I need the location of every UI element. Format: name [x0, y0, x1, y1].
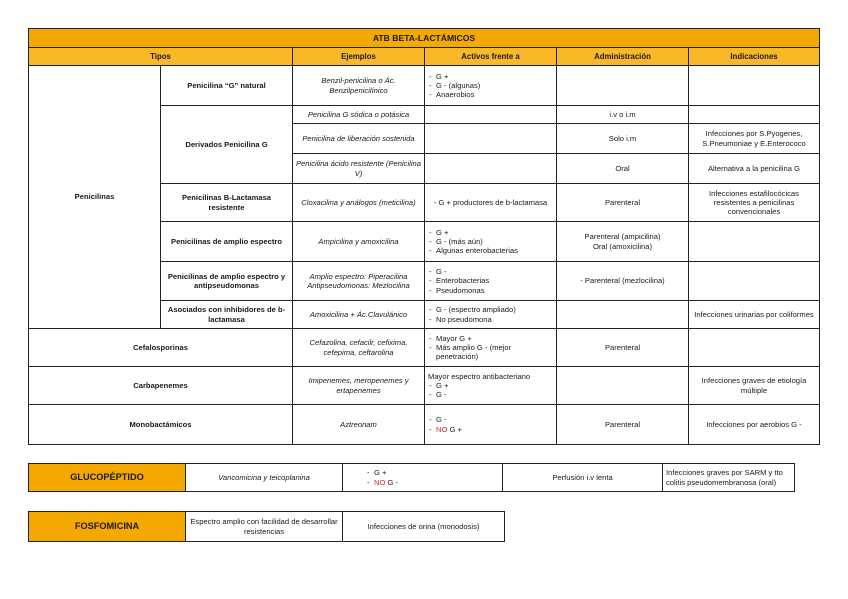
indic-cell: Infecciones graves de etiología múltiple [689, 367, 820, 405]
ejemplos-cell: Amoxicilina + Ác.Clavulánico [293, 301, 425, 329]
activos-cell [425, 262, 557, 301]
indic-cell: Infecciones por aerobios G - [689, 405, 820, 445]
ejemplos-cell: Penicilina de liberación sostenida [293, 124, 425, 154]
indic-cell [689, 329, 820, 367]
betalactam-table [28, 28, 820, 445]
indic-cell: Infecciones urinarias por coliformes [689, 301, 820, 329]
indic-cell: Infecciones graves por SARM y tto colitis pseudomembranosa (oral) [663, 464, 795, 492]
glucopeptido-table [28, 463, 795, 492]
header-row [29, 48, 820, 66]
activos-item: - Anaerobios [428, 90, 553, 99]
ejemplos-cell: Aztreonam [293, 405, 425, 445]
table-row [29, 512, 505, 542]
fosfomicina-label: FOSFOMICINA [29, 512, 186, 542]
activos-item: - Pseudomonas [428, 286, 553, 295]
group-carbapenemes: Carbapenemes [29, 367, 293, 405]
ejemplos-cell: Ampicilina y amoxicilina [293, 222, 425, 262]
admin-cell: Parenteral [557, 405, 689, 445]
activos-item: - G + [428, 381, 553, 390]
group-cefalosporinas: Cefalosporinas [29, 329, 293, 367]
header-indicaciones: Indicaciones [689, 48, 820, 66]
header-tipos: Tipos [29, 48, 293, 66]
admin-cell: Solo i.m [557, 124, 689, 154]
activos-item: - G - [428, 267, 553, 276]
activos-item: - G - [428, 415, 553, 424]
table-row [29, 464, 795, 492]
header-ejemplos: Ejemplos [293, 48, 425, 66]
no-label: NO [374, 477, 386, 487]
indic-cell: Infecciones estafilocócicas resistentes a penicilinas convencionales [689, 184, 820, 222]
activos-item: - G - (más aún) [428, 237, 553, 246]
table-title: ATB BETA-LACTÁMICOS [29, 29, 820, 48]
table-row [29, 367, 820, 405]
subtype-cell: Penicilinas B-Lactamasa resistente [161, 184, 293, 222]
activos-item: - G - (algunas) [428, 81, 553, 90]
indic-cell [689, 66, 820, 106]
activos-item: - No pseudomona [428, 315, 553, 324]
activos-cell [425, 329, 557, 367]
activos-cell: - G + productores de b-lactamasa [425, 184, 557, 222]
activos-item [366, 478, 499, 487]
activos-item: - G + [428, 228, 553, 237]
admin-cell: Perfusión i.v lenta [503, 464, 663, 492]
activos-cell [425, 222, 557, 262]
activos-cell [425, 66, 557, 106]
admin-cell: Parenteral [557, 184, 689, 222]
subtype-cell: Asociados con inhibidores de b-lactamasa [161, 301, 293, 329]
ejemplos-cell: Penicilina G sódica o potásica [293, 106, 425, 124]
ejemplos-cell: Cloxacilina y análogos (meticilina) [293, 184, 425, 222]
activos-cell [425, 301, 557, 329]
ejemplos-cell: Vancomicina y teicoplanina [186, 464, 343, 492]
indic-cell: Alternativa a la penicilina G [689, 154, 820, 184]
no-label: NO [436, 424, 448, 434]
activos-cell [425, 154, 557, 184]
admin-cell [557, 367, 689, 405]
subtype-cell: Penicilinas de amplio espectro [161, 222, 293, 262]
activos-item: - Enterobacterias [428, 276, 553, 285]
activos-item: - G - [428, 390, 553, 399]
subtype-cell: Penicilina “G” natural [161, 66, 293, 106]
subtype-cell: Penicilinas de amplio espectro y antipseudomonas [161, 262, 293, 301]
activos-cell [425, 367, 557, 405]
activos-cell [425, 106, 557, 124]
desc-cell: Espectro amplio con facilidad de desarrollar resistencias [186, 512, 343, 542]
activos-text: G + [447, 424, 462, 434]
activos-cell [425, 405, 557, 445]
activos-item [428, 425, 553, 434]
activos-text: G - [385, 477, 399, 487]
indic-cell [689, 222, 820, 262]
table-row [29, 405, 820, 445]
indic-cell [689, 106, 820, 124]
activos-item: - G + [428, 72, 553, 81]
header-activos: Activos frente a [425, 48, 557, 66]
activos-item: - G - (espectro ampliado) [428, 305, 553, 314]
fosfomicina-table [28, 511, 505, 542]
activos-cell [343, 464, 503, 492]
activos-item: - G + [366, 468, 499, 477]
group-penicilinas: Penicilinas [29, 66, 161, 329]
admin-cell: Oral [557, 154, 689, 184]
group-monobactamicos: Monobactámicos [29, 405, 293, 445]
ejemplos-cell: Cefazolina, cefacilr, cefixima, cefepima, ceftarolina [293, 329, 425, 367]
admin-cell: - Parenteral (mezlocilina) [557, 262, 689, 301]
admin-cell [557, 66, 689, 106]
indic-cell: Infecciones de orina (monodosis) [343, 512, 505, 542]
ejemplos-cell: Amplio espectro: Piperacilina Antipseudomonas: Mezlocilina [293, 262, 425, 301]
activos-cell [425, 124, 557, 154]
activos-item: - Mayor G + [428, 334, 553, 343]
ejemplos-cell: Imipenemes, meropenemes y ertapenemes [293, 367, 425, 405]
ejemplos-cell: Benzil-penicilina o Ác. Benzilpenicilínico [293, 66, 425, 106]
activos-item: - Algunas enterobacterias [428, 246, 553, 255]
admin-cell: Parenteral [557, 329, 689, 367]
indic-cell [689, 262, 820, 301]
indic-cell: Infecciones por S.Pyogenes, S.Pneumoniae y E.Enterococo [689, 124, 820, 154]
ejemplos-cell: Penicilina ácido resistente (Penicilina V) [293, 154, 425, 184]
table-row [29, 66, 820, 106]
activos-title: Mayor espectro antibacteriano [428, 371, 531, 381]
admin-cell: i.v o i.m [557, 106, 689, 124]
glucopeptido-label: GLUCOPÉPTIDO [29, 464, 186, 492]
subtype-cell: Derivados Penicilina G [161, 106, 293, 184]
admin-cell [557, 301, 689, 329]
table-row [29, 329, 820, 367]
admin-cell: Parenteral (ampicilina) Oral (amoxicilina) [557, 222, 689, 262]
header-administracion: Administración [557, 48, 689, 66]
activos-item: - Más amplio G - (mejor penetración) [428, 343, 553, 362]
